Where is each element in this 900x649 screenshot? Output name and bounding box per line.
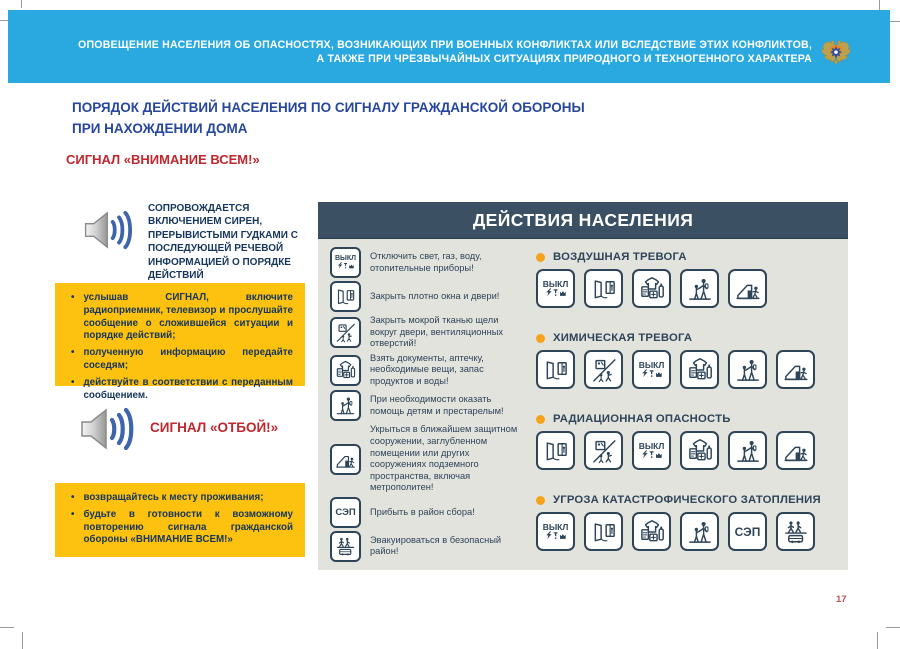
banner-line-2: А ТАКЖЕ ПРИ ЧРЕЗВЫЧАЙНЫХ СИТУАЦИЯХ ПРИРОДНОГО И ТЕХНОГЕННОГО ХАРАКТЕРА	[316, 52, 812, 65]
category-label-text: РАДИАЦИОННАЯ ОПАСНОСТЬ	[553, 413, 731, 425]
allclear-bullet-item	[71, 492, 293, 505]
crop-mark	[0, 20, 8, 21]
attention-instructions-box	[55, 283, 305, 401]
vykl-label: ВЫКЛ	[542, 521, 569, 532]
category-label	[536, 251, 838, 263]
actions-panel-title: ДЕЙСТВИЯ НАСЕЛЕНИЯ	[472, 209, 694, 230]
seal-cracks-icon	[330, 317, 361, 348]
category-section	[536, 413, 838, 470]
evacuate-icon	[330, 531, 361, 562]
instruction-text: Прибыть в район сбора!	[370, 506, 475, 517]
shelter-icon	[776, 350, 815, 389]
power-off-icon	[632, 431, 671, 470]
page-number: 17	[836, 594, 847, 605]
category-label	[536, 332, 838, 344]
category-label-text: ВОЗДУШНАЯ ТРЕВОГА	[553, 251, 687, 263]
crop-mark	[877, 632, 878, 649]
mchs-emblem-icon	[820, 38, 852, 66]
sep-label: СЭП	[734, 524, 761, 539]
attention-bullet-item	[71, 377, 293, 403]
category-icon-row	[536, 269, 838, 308]
help-children-icon	[728, 431, 767, 470]
take-documents-icon	[330, 355, 361, 386]
instruction-text: Отключить свет, газ, воду, отопительные приборы!	[370, 250, 482, 273]
allclear-bullet-item	[71, 509, 293, 547]
category-bullet-icon	[536, 415, 545, 424]
instruction-text: Закрыть мокрой тканью щели вокруг двери, вентиляционных отверстий!	[370, 314, 504, 349]
close-windows-icon	[536, 431, 575, 470]
power-off-icon	[330, 247, 361, 278]
bullet-marker: •	[71, 376, 75, 388]
evacuate-icon	[776, 512, 815, 551]
close-windows-icon	[584, 269, 623, 308]
bullet-marker: •	[71, 492, 75, 503]
instruction-list	[330, 247, 528, 562]
shelter-icon	[728, 269, 767, 308]
loudspeaker-icon	[82, 205, 138, 255]
category-label-text: ХИМИЧЕСКАЯ ТРЕВОГА	[553, 332, 693, 344]
help-children-icon	[330, 390, 361, 421]
instruction-text: Закрыть плотно окна и двери!	[370, 290, 500, 301]
actions-panel-body	[318, 238, 848, 570]
close-windows-icon	[330, 281, 361, 312]
take-documents-icon	[680, 350, 719, 389]
seal-cracks-icon	[584, 350, 623, 389]
category-bullet-icon	[536, 334, 545, 343]
help-children-icon	[680, 512, 719, 551]
power-off-icon	[536, 269, 575, 308]
instruction-text: Укрыться в ближайшем защитном сооружении, заглубленном помещении или других сооружениях подземного пространства, включая метрополитен!	[370, 424, 518, 493]
category-icon-row	[536, 512, 838, 551]
crop-mark	[886, 627, 900, 628]
actions-panel-header	[318, 202, 848, 238]
take-documents-icon	[632, 269, 671, 308]
vykl-label: ВЫКЛ	[638, 440, 665, 451]
bullet-marker: •	[71, 347, 75, 359]
bullet-text: действуйте в соответствии с переданным сообщением.	[83, 376, 293, 401]
power-off-icon	[632, 350, 671, 389]
category-section	[536, 251, 838, 308]
instruction-row	[330, 315, 528, 350]
shelter-icon	[776, 431, 815, 470]
vykl-label: ВЫКЛ	[334, 255, 357, 263]
instruction-text: При необходимости оказать помощь детям и престарелым!	[370, 394, 504, 416]
attention-bullet-item	[71, 292, 293, 343]
sep-label: СЭП	[335, 506, 356, 518]
page-title-line-2: ПРИ НАХОЖДЕНИИ ДОМА	[72, 121, 248, 136]
attention-bullet-list	[65, 292, 293, 402]
category-label-text: УГРОЗА КАТАСТРОФИЧЕСКОГО ЗАТОПЛЕНИЯ	[553, 494, 821, 506]
bullet-text: будьте в готовности к возможному повторению сигнала гражданской обороны «ВНИМАНИЕ ВСЕМ!»	[83, 508, 293, 546]
signal-allclear-heading: СИГНАЛ «ОТБОЙ!»	[150, 420, 279, 435]
actions-panel	[318, 202, 848, 570]
take-documents-icon	[680, 431, 719, 470]
close-windows-icon	[536, 350, 575, 389]
banner-line-1: ОПОВЕЩЕНИЕ НАСЕЛЕНИЯ ОБ ОПАСНОСТЯХ, ВОЗНИКАЮЩИХ ПРИ ВОЕННЫХ КОНФЛИКТАХ ИЛИ ВСЛЕДСТВИЕ ЭТИХ КОНФЛИКТОВ,	[78, 38, 812, 51]
instruction-row	[330, 281, 528, 312]
vykl-label: ВЫКЛ	[542, 278, 569, 289]
instruction-row	[330, 353, 528, 388]
banner-text	[78, 38, 812, 66]
close-windows-icon	[584, 512, 623, 551]
header-banner	[8, 10, 890, 83]
loudspeaker-icon	[78, 401, 140, 457]
take-documents-icon	[632, 512, 671, 551]
category-section	[536, 332, 838, 389]
instruction-row	[330, 424, 528, 494]
instruction-row	[330, 531, 528, 562]
category-list	[528, 247, 838, 562]
crop-mark	[22, 632, 23, 649]
page-title	[72, 97, 632, 139]
crop-mark	[21, 0, 22, 8]
category-bullet-icon	[536, 496, 545, 505]
category-label	[536, 494, 838, 506]
bullet-text: полученную информацию передайте соседям;	[83, 347, 293, 371]
bullet-marker: •	[71, 292, 75, 303]
instruction-row	[330, 247, 528, 278]
help-children-icon	[728, 350, 767, 389]
instruction-text: Эвакуироваться в безопасный район!	[370, 534, 502, 557]
bullet-text: возвращайтесь к месту проживания;	[83, 492, 264, 503]
allclear-bullet-list	[65, 492, 293, 547]
allclear-instructions-box	[55, 483, 305, 557]
sep-icon	[728, 512, 767, 551]
category-label	[536, 413, 838, 425]
shelter-icon	[330, 444, 361, 475]
seal-cracks-icon	[584, 431, 623, 470]
attention-bullet-item	[71, 347, 293, 373]
signal-attention-description: СОПРОВОЖДАЕТСЯ ВКЛЮЧЕНИЕМ СИРЕН, ПРЕРЫВИСТЫМИ ГУДКАМИ С ПОСЛЕДУЮЩЕЙ РЕЧЕВОЙ ИНФОРМАЦИЕЙ О ПОРЯДКЕ ДЕЙСТВИЙ	[148, 203, 298, 282]
power-off-icon	[536, 512, 575, 551]
vykl-label: ВЫКЛ	[638, 359, 665, 370]
bullet-text: услышав СИГНАЛ, включите радиоприемник, телевизор и прослушайте сообщение о сложившейся ситуации и порядке действий;	[83, 292, 293, 342]
instruction-text: Взять документы, аптечку, необходимые вещи, запас продуктов и воды!	[370, 352, 484, 386]
help-children-icon	[680, 269, 719, 308]
page-title-line-1: ПОРЯДОК ДЕЙСТВИЙ НАСЕЛЕНИЯ ПО СИГНАЛУ ГРАЖДАНСКОЙ ОБОРОНЫ	[72, 100, 585, 115]
category-section	[536, 494, 838, 551]
sep-icon	[330, 497, 361, 528]
instruction-row	[330, 497, 528, 528]
category-icon-row	[536, 431, 838, 470]
bullet-marker: •	[71, 508, 75, 520]
category-icon-row	[536, 350, 838, 389]
category-bullet-icon	[536, 253, 545, 262]
signal-attention-heading: СИГНАЛ «ВНИМАНИЕ ВСЕМ!»	[66, 152, 260, 167]
crop-mark	[0, 627, 14, 628]
instruction-row	[330, 390, 528, 421]
